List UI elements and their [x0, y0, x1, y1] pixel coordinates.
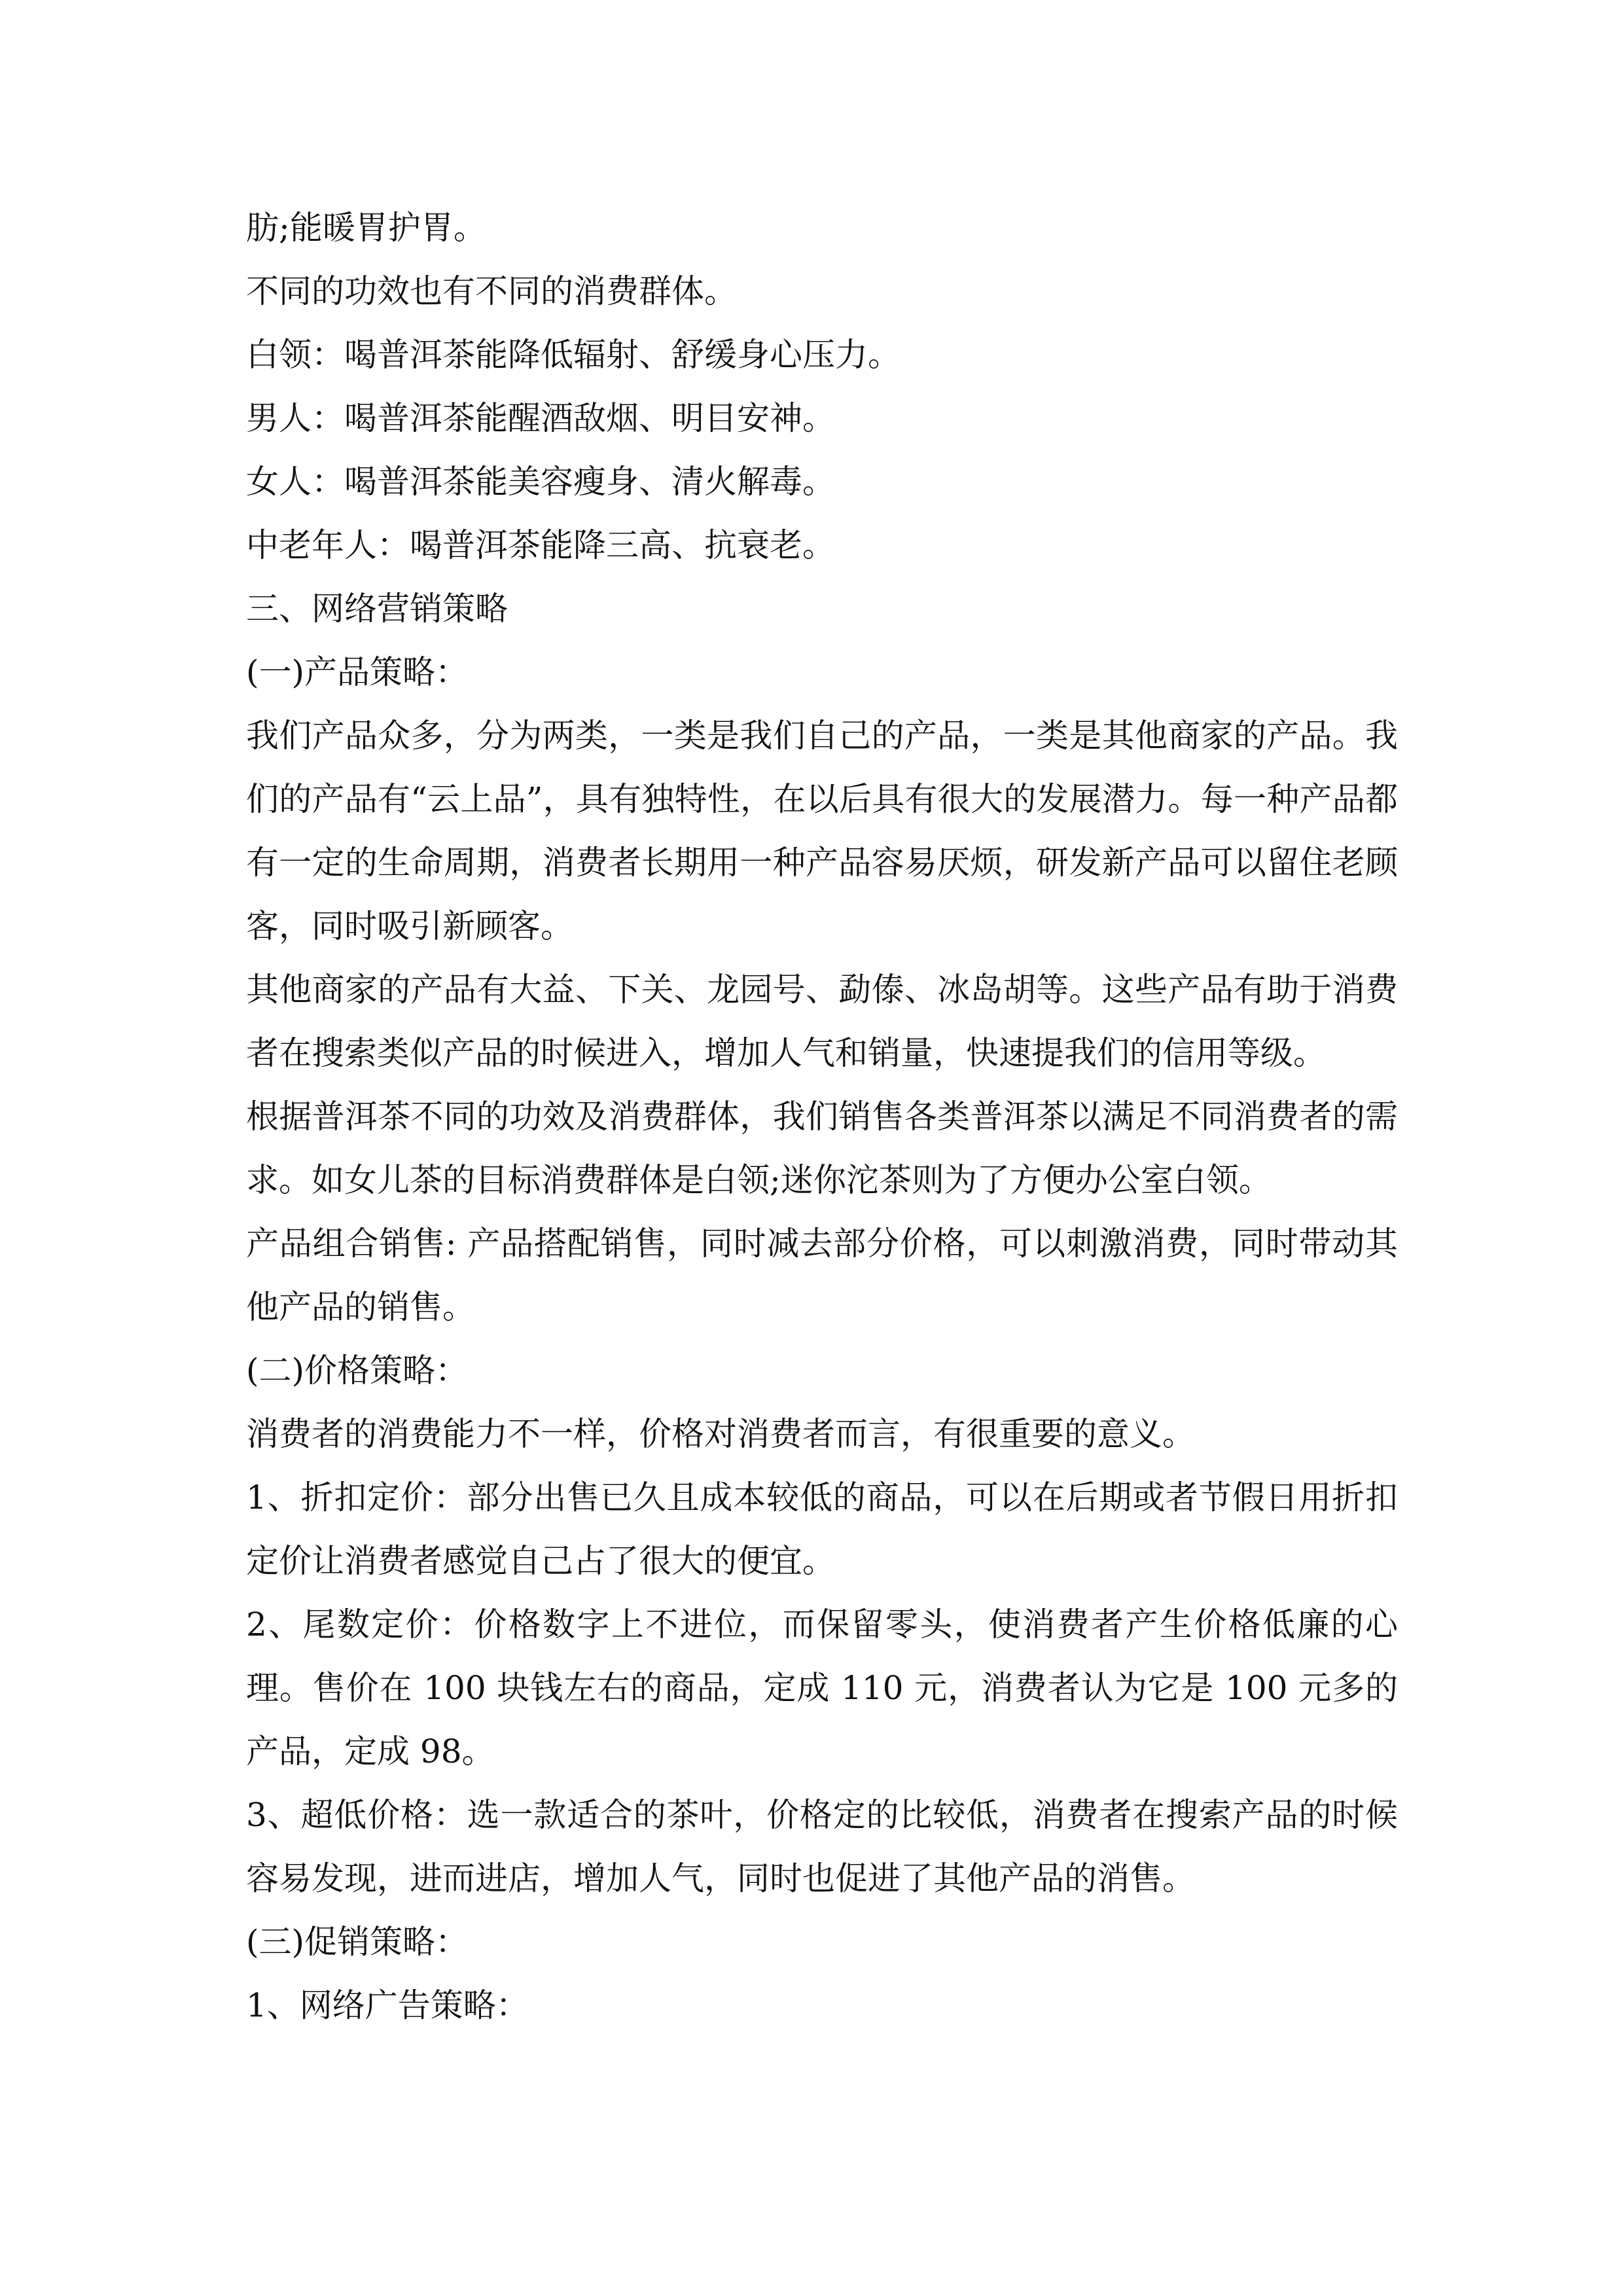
section-heading-marketing-strategy: 三、网络营销策略: [246, 590, 508, 628]
subheading-promotion-strategy: (三)促销策略：: [246, 1923, 469, 1961]
paragraph-our-products: 我们产品众多，分为两类，一类是我们自己的产品，一类是其他商家的产品。我们的产品有“云上品”，具有独特性，在以后具有很大的发展潜力。每一种产品都有一定的生命周期，消费者长期用一种产品容易厌烦，研发新产品可以留住老顾客，同时吸引新顾客。: [246, 717, 1398, 945]
subheading-price-strategy: (二)价格策略：: [246, 1352, 469, 1390]
paragraph-discount-pricing: 1、折扣定价：部分出售已久且成本较低的商品，可以在后期或者节假日用折扣定价让消费者感觉自己占了很大的便宜。: [246, 1479, 1398, 1580]
paragraph-product-range: 根据普洱茶不同的功效及消费群体，我们销售各类普洱茶以满足不同消费者的需求。如女儿茶的目标消费群体是白领;迷你沱茶则为了方便办公室白领。: [246, 1098, 1398, 1199]
document-body: [246, 196, 1398, 2037]
paragraph-price-intro: 消费者的消费能力不一样，价格对消费者而言，有很重要的意义。: [246, 1415, 1195, 1453]
paragraph-bundle-sales: 产品组合销售: 产品搭配销售，同时减去部分价格，可以刺激消费，同时带动其他产品的销售。: [246, 1225, 1398, 1326]
subheading-product-strategy: (一)产品策略：: [246, 653, 469, 691]
paragraph-white-collar: 白领：喝普洱茶能降低辐射、舒缓身心压力。: [246, 336, 901, 374]
paragraph-continuation: 肪;能暖胃护胃。: [246, 209, 486, 247]
paragraph-men: 男人：喝普洱茶能醒酒敌烟、明目安神。: [246, 399, 835, 437]
paragraph-other-merchants: 其他商家的产品有大益、下关、龙园号、勐傣、冰岛胡等。这些产品有助于消费者在搜索类似产品的时候进入，增加人气和销量，快速提我们的信用等级。: [246, 971, 1398, 1072]
paragraph-online-ads: 1、网络广告策略：: [246, 1986, 529, 2024]
paragraph-elderly: 中老年人：喝普洱茶能降三高、抗衰老。: [246, 526, 835, 564]
paragraph-women: 女人：喝普洱茶能美容瘦身、清火解毒。: [246, 463, 835, 501]
paragraph-low-pricing: 3、超低价格：选一款适合的茶叶，价格定的比较低，消费者在搜索产品的时候容易发现，进而进店，增加人气，同时也促进了其他产品的消售。: [246, 1796, 1398, 1897]
paragraph-consumer-groups-intro: 不同的功效也有不同的消费群体。: [246, 272, 737, 310]
paragraph-odd-pricing: 2、尾数定价：价格数字上不进位，而保留零头，使消费者产生价格低廉的心理。售价在 100 块钱左右的商品，定成 110 元，消费者认为它是 100 元多的产品，定成 98。: [246, 1605, 1398, 1770]
